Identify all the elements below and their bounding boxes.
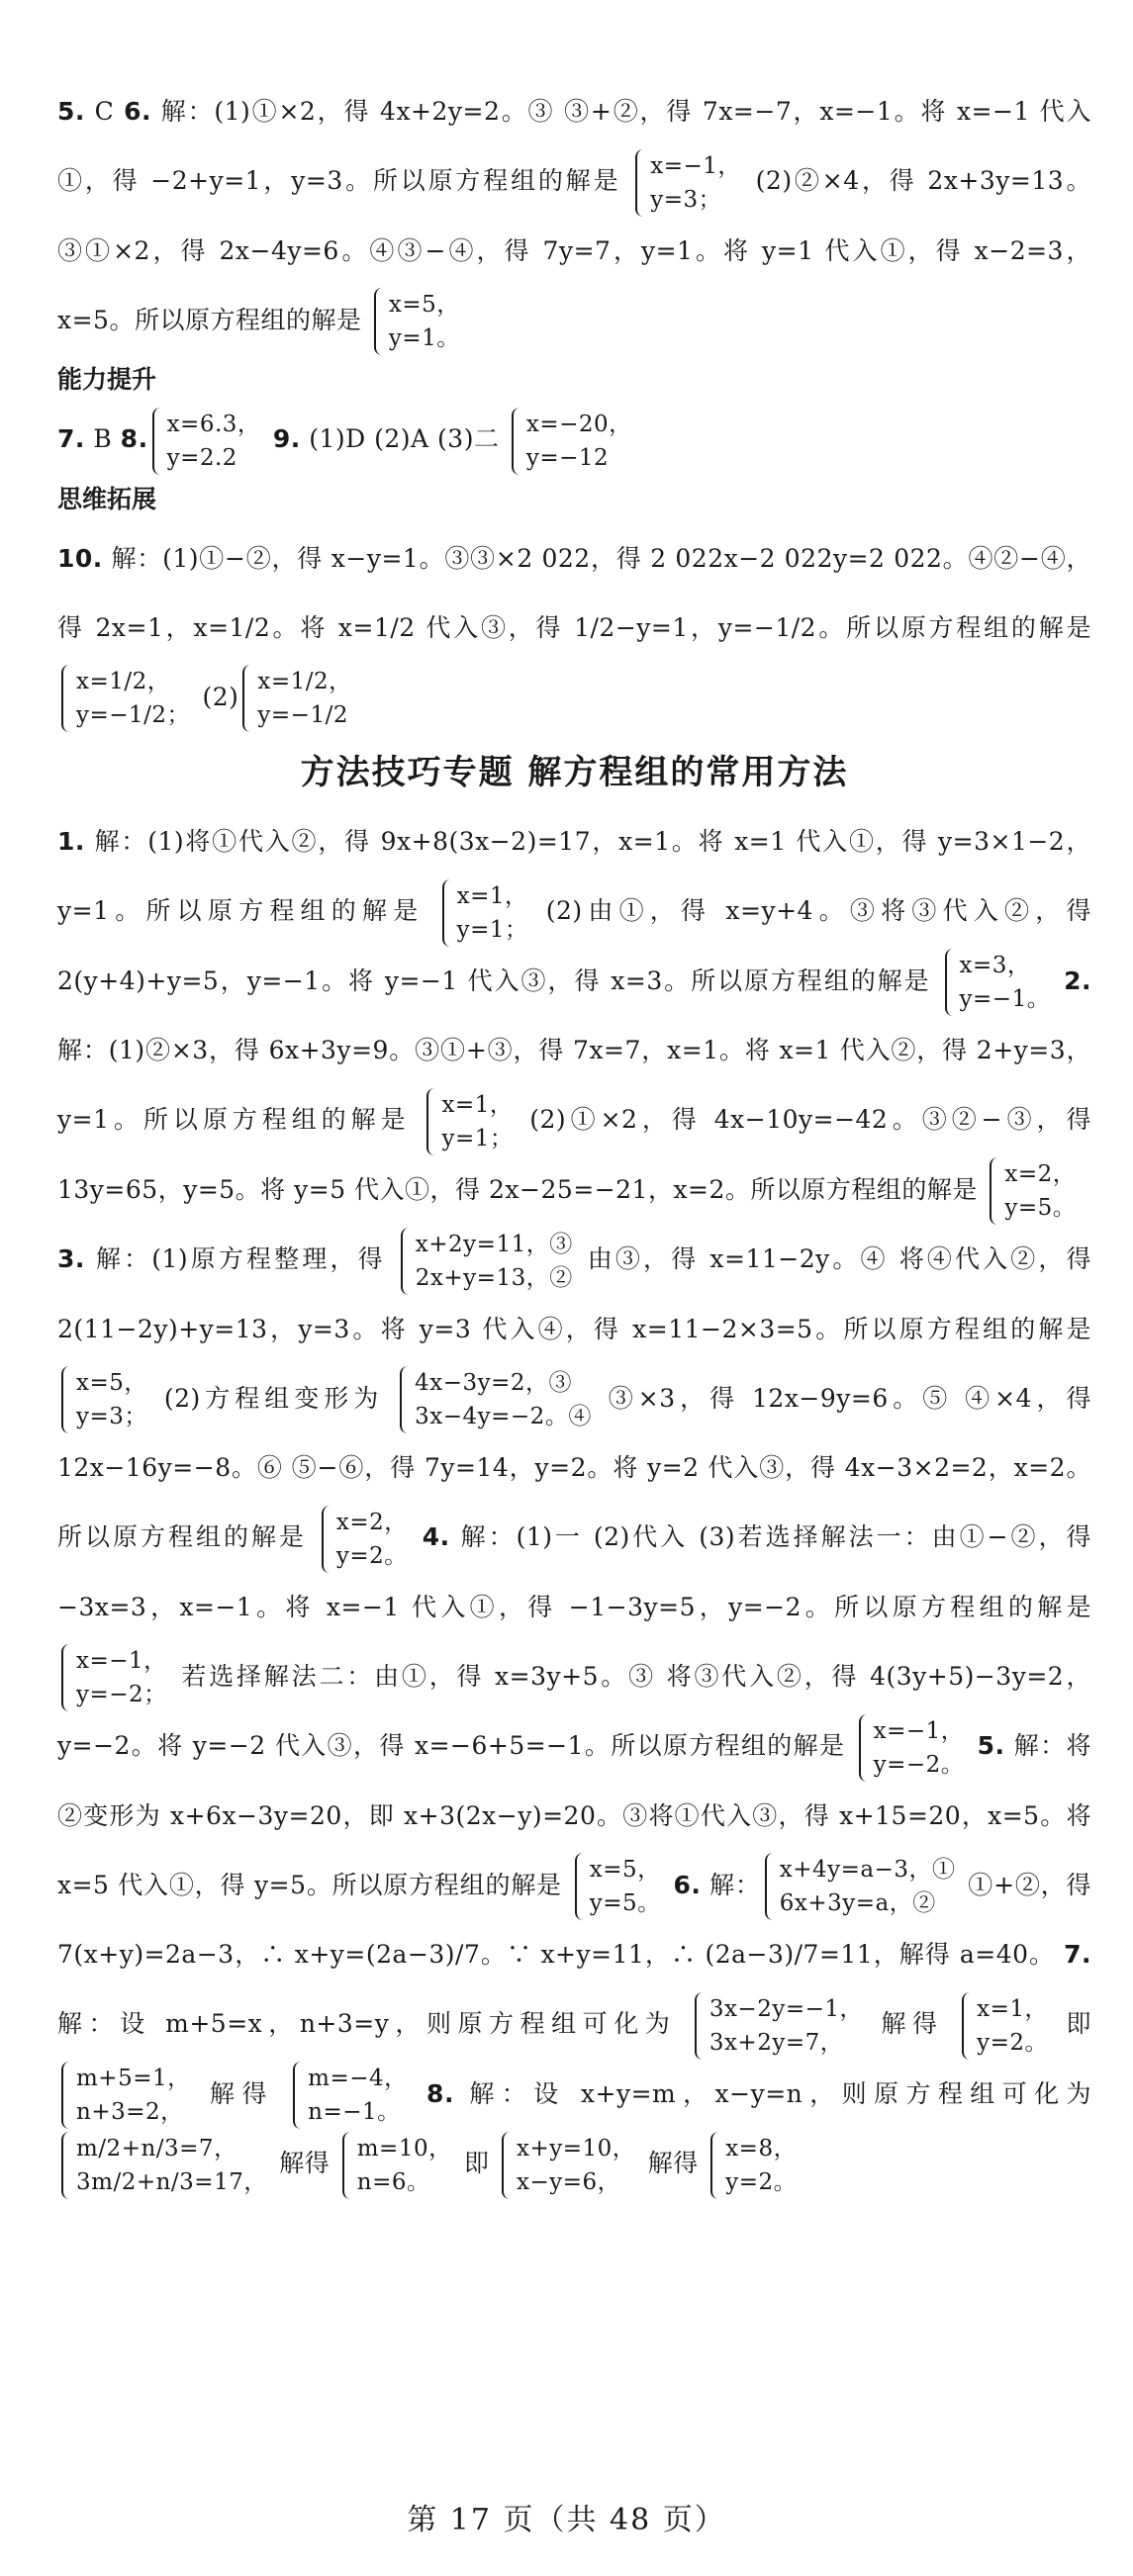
equation-row: y=2。 bbox=[725, 2168, 798, 2195]
section-heading: 能力提升 bbox=[57, 365, 157, 394]
equation-row: n+3=2， bbox=[76, 2099, 184, 2125]
answer-text bbox=[412, 1522, 423, 1551]
answer-paragraph bbox=[57, 1225, 1091, 2199]
left-brace-icon bbox=[990, 1157, 999, 1225]
left-brace-icon bbox=[400, 1366, 410, 1433]
equation-system bbox=[635, 149, 741, 217]
answer-text bbox=[412, 2079, 426, 2108]
answer-text: 即 bbox=[1052, 2009, 1091, 2038]
answer-text bbox=[968, 1731, 977, 1760]
equation-system bbox=[962, 1992, 1048, 2060]
equation-row: y=−2； bbox=[76, 1682, 167, 1707]
question-number: 6. bbox=[673, 1870, 702, 1899]
equation-row: y=3； bbox=[650, 186, 722, 213]
question-number: 1. bbox=[57, 827, 85, 856]
answer-text: 解：(1)②×3，得 6x+3y=9。③①+③，得 7x=7，x=1。将 x=1 代入②，得 2+y=3，y=1。所以原方程组的解是 bbox=[57, 1036, 1091, 1134]
equation-row: x=8， bbox=[725, 2135, 798, 2162]
left-brace-icon bbox=[61, 1366, 71, 1433]
equation-row: y=5。 bbox=[589, 1890, 661, 1916]
equation-row: 3m/2+n/3=17， bbox=[76, 2168, 267, 2195]
answer-text: 解：(1)一 (2)代入 (3)若选择解法一：由①−②，得 −3x=3，x=−1。将 x=−1 代入①，得 −1−3y=5，y=−2。所以原方程组的解是 bbox=[57, 1522, 1091, 1621]
answer-text bbox=[264, 424, 272, 453]
left-brace-icon bbox=[293, 2062, 303, 2129]
equation-row: m=10， bbox=[356, 2135, 452, 2162]
question-number: 4. bbox=[422, 1522, 450, 1551]
answer-text: 解得 bbox=[270, 2149, 338, 2177]
question-number: 7. bbox=[1064, 1940, 1091, 1969]
equation-row: y=2。 bbox=[977, 2029, 1048, 2056]
equation-row: y=1； bbox=[456, 916, 528, 943]
equation-row: x=−20， bbox=[525, 411, 632, 437]
equation-system bbox=[426, 1088, 513, 1155]
equation-row: y=2。 bbox=[335, 1542, 408, 1569]
left-brace-icon bbox=[374, 288, 384, 355]
left-brace-icon bbox=[342, 2132, 352, 2199]
question-number: 8. bbox=[120, 424, 148, 453]
equation-system bbox=[61, 2132, 267, 2199]
left-brace-icon bbox=[859, 1714, 869, 1782]
left-brace-icon bbox=[575, 1853, 585, 1920]
equation-row: y=2.2 bbox=[166, 444, 237, 471]
answer-text: C bbox=[84, 97, 125, 126]
equation-row: m+5=1， bbox=[76, 2066, 191, 2091]
answer-text: 解： bbox=[701, 1870, 761, 1899]
equation-row: n=6。 bbox=[356, 2168, 430, 2195]
left-brace-icon bbox=[962, 1992, 972, 2060]
left-brace-icon bbox=[61, 665, 71, 732]
equation-row: x+4y=a−3，① bbox=[779, 1857, 956, 1883]
question-number: 5. bbox=[977, 1731, 1005, 1760]
equation-system bbox=[401, 1228, 573, 1295]
equation-row: x=3， bbox=[959, 953, 1031, 978]
answer-text: 解：设 x+y=m，x−y=n，则原方程组可化为 bbox=[453, 2078, 1091, 2108]
answer-text: 解得 bbox=[639, 2149, 708, 2177]
answer-paragraph bbox=[57, 524, 1091, 733]
left-brace-icon bbox=[322, 1506, 331, 1573]
equation-system bbox=[945, 949, 1051, 1016]
equation-system bbox=[61, 2062, 191, 2129]
answer-text: (2)①×2，得 4x−10y=−42。③②−③，得 13y=65，y=5。将 y=5 代入①，得 2x−25=−21，x=2。所以原方程组的解是 bbox=[57, 1105, 1091, 1204]
equation-row: 6x+3y=a，② bbox=[779, 1890, 936, 1916]
equation-system bbox=[61, 1644, 167, 1711]
equation-row: y=3； bbox=[76, 1404, 147, 1429]
left-brace-icon bbox=[442, 879, 452, 947]
equation-row: 2x+y=13，② bbox=[415, 1264, 573, 1291]
answer-text: 解得 bbox=[194, 2078, 290, 2108]
answer-paragraph bbox=[57, 77, 1091, 355]
equation-row: x=6.3， bbox=[166, 411, 261, 437]
equation-row: x=1， bbox=[456, 882, 528, 909]
equation-system bbox=[152, 408, 261, 475]
answer-text: 若选择解法二：由①，得 x=3y+5。③ 将③代入②，得 4(3y+5)−3y=2，y=−2。将 y=−2 代入③，得 x=−6+5=−1。所以原方程组的解是 bbox=[57, 1661, 1091, 1760]
left-brace-icon bbox=[152, 408, 162, 475]
equation-system bbox=[502, 2132, 635, 2199]
equation-row: x=5， bbox=[589, 1857, 661, 1883]
answer-text: 即 bbox=[455, 2149, 499, 2177]
answer-text: 解：(1)①×2，得 4x+2y=2。③ ③+②，得 7x=−7，x=−1。将 x=−1 代入①，得 −2+y=1，y=3。所以原方程组的解是 bbox=[57, 97, 1091, 195]
answer-text: (2)方程组变形为 bbox=[150, 1383, 397, 1413]
answer-text: B bbox=[84, 424, 121, 453]
question-number: 3. bbox=[57, 1244, 85, 1273]
equation-row: x=−1， bbox=[76, 1648, 167, 1674]
left-brace-icon bbox=[695, 1992, 705, 2060]
equation-row: y=1。 bbox=[388, 325, 460, 351]
equation-row: x+y=10， bbox=[517, 2135, 636, 2162]
equation-row: n=−1。 bbox=[308, 2099, 401, 2125]
answer-text: 解：设 m+5=x，n+3=y，则原方程组可化为 bbox=[57, 2009, 691, 2038]
equation-system bbox=[400, 1366, 592, 1433]
answer-text: 解：将②变形为 x+6x−3y=20，即 x+3(2x−y)=20。③将①代入③，得 x+15=20，x=5。将 x=5 代入①，得 y=5。所以原方程组的解是 bbox=[57, 1731, 1091, 1899]
equation-row: 3x+2y=7， bbox=[708, 2029, 844, 2056]
equation-system bbox=[61, 665, 190, 732]
equation-row: x−y=6， bbox=[517, 2168, 621, 2195]
equation-row: x=1/2， bbox=[257, 669, 352, 694]
equation-row: y=1； bbox=[441, 1125, 514, 1151]
answer-text: 由③，得 x=11−2y。④ 将④代入②，得 2(11−2y)+y=13，y=3。将 y=3 代入④，得 x=11−2×3=5。所以原方程组的解是 bbox=[57, 1244, 1091, 1343]
answer-text: 解得 bbox=[867, 2009, 959, 2038]
equation-row: x+2y=11，③ bbox=[415, 1231, 573, 1257]
equation-row: x=2， bbox=[335, 1509, 408, 1535]
answer-text: 解：(1)原方程整理，得 bbox=[84, 1244, 397, 1273]
equation-row: x=1， bbox=[441, 1091, 514, 1118]
equation-row: y=−12 bbox=[525, 444, 610, 471]
answer-paragraph bbox=[57, 807, 1091, 1225]
left-brace-icon bbox=[765, 1853, 775, 1920]
equation-system bbox=[61, 1366, 147, 1433]
answer-text: ③×3，得 12x−9y=6。⑤ ④×4，得 12x−16y=−8。⑥ ⑤−⑥，得 7y=14，y=2。将 y=2 代入③，得 4x−3×2=2，x=2。所以原方程组的解是 bbox=[57, 1383, 1091, 1551]
section-heading: 思维拓展 bbox=[57, 484, 157, 513]
left-brace-icon bbox=[61, 2062, 71, 2129]
answer-text bbox=[1054, 966, 1064, 995]
answer-paragraph bbox=[57, 405, 1091, 475]
equation-system bbox=[710, 2132, 797, 2199]
left-brace-icon bbox=[426, 1088, 436, 1155]
equation-row: y=−1。 bbox=[959, 986, 1051, 1012]
question-number: 6. bbox=[124, 97, 151, 126]
equation-row: x=−1， bbox=[873, 1717, 965, 1744]
answer-text: (2)由①，得 x=y+4。③将③代入②，得 2(y+4)+y=5，y=−1。将 y=−1 代入③，得 x=3。所以原方程组的解是 bbox=[57, 896, 1091, 995]
left-brace-icon bbox=[710, 2132, 720, 2199]
equation-system bbox=[442, 879, 528, 947]
left-brace-icon bbox=[502, 2132, 512, 2199]
equation-system bbox=[575, 1853, 661, 1920]
equation-row: m/2+n/3=7， bbox=[76, 2135, 237, 2162]
page-footer: 第 17 页（共 48 页） bbox=[407, 2503, 726, 2537]
answer-text: (1)D (2)A (3)二 bbox=[300, 424, 508, 453]
left-brace-icon bbox=[512, 408, 521, 475]
equation-row: 3x−2y=−1， bbox=[708, 1995, 863, 2022]
equation-system bbox=[293, 2062, 408, 2129]
equation-row: y=−1/2 bbox=[257, 702, 348, 728]
equation-system bbox=[342, 2132, 452, 2199]
left-brace-icon bbox=[635, 149, 645, 217]
equation-system bbox=[512, 408, 632, 475]
answer-content bbox=[57, 77, 1091, 2199]
equation-system bbox=[322, 1506, 408, 1573]
question-number: 5. bbox=[57, 97, 85, 126]
equation-row: x=2， bbox=[1004, 1161, 1077, 1187]
equation-row: x=1/2， bbox=[76, 669, 171, 694]
question-number: 2. bbox=[1064, 966, 1092, 995]
question-number: 10. bbox=[57, 543, 103, 573]
equation-row: y=5。 bbox=[1004, 1195, 1077, 1221]
question-number: 8. bbox=[426, 2078, 454, 2108]
answer-text: 解：(1)①−②，得 x−y=1。③③×2 022，得 2 022x−2 022y=2 022。④②−④，得 2x=1，x=1/2。将 x=1/2 代入③，得 1/2−y=1，y=−1/2。所以原方程组的解是 bbox=[57, 543, 1091, 642]
left-brace-icon bbox=[401, 1228, 411, 1295]
topic-title: 方法技巧专题 解方程组的常用方法 bbox=[300, 753, 849, 792]
left-brace-icon bbox=[61, 1644, 71, 1711]
equation-row: 3x−4y=−2。④ bbox=[415, 1404, 592, 1429]
answer-text: (2)②×4，得 2x+3y=13。③①×2，得 2x−4y=6。④③−④，得 7y=7，y=1。将 y=1 代入①，得 x−2=3，x=5。所以原方程组的解是 bbox=[57, 166, 1091, 334]
equation-row: x=5， bbox=[76, 1370, 147, 1396]
left-brace-icon bbox=[61, 2132, 71, 2199]
equation-row: 4x−3y=2，③ bbox=[415, 1370, 573, 1396]
equation-row: y=−2。 bbox=[873, 1751, 965, 1778]
equation-system bbox=[374, 288, 460, 355]
equation-system bbox=[695, 1992, 863, 2060]
equation-system bbox=[765, 1853, 956, 1920]
question-number: 9. bbox=[272, 424, 301, 453]
left-brace-icon bbox=[945, 949, 955, 1016]
equation-row: x=5， bbox=[388, 292, 460, 318]
answer-text: ①+②，得 7(x+y)=2a−3，∴ x+y=(2a−3)/7。∵ x+y=11，∴ (2a−3)/7=11，解得 a=40。 bbox=[57, 1870, 1091, 1969]
answer-text: 解：(1)将①代入②，得 9x+8(3x−2)=17，x=1。将 x=1 代入①，得 y=3×1−2，y=1。所以原方程组的解是 bbox=[57, 827, 1091, 925]
equation-system bbox=[990, 1157, 1076, 1225]
equation-row: x=1， bbox=[977, 1995, 1048, 2022]
equation-system bbox=[859, 1714, 965, 1782]
left-brace-icon bbox=[242, 665, 252, 732]
equation-system bbox=[242, 665, 351, 732]
answer-text: (2) bbox=[194, 682, 239, 711]
equation-row: m=−4， bbox=[308, 2066, 408, 2091]
equation-row: x=−1， bbox=[650, 152, 741, 179]
question-number: 7. bbox=[57, 424, 85, 453]
equation-row: y=−1/2； bbox=[76, 702, 191, 728]
